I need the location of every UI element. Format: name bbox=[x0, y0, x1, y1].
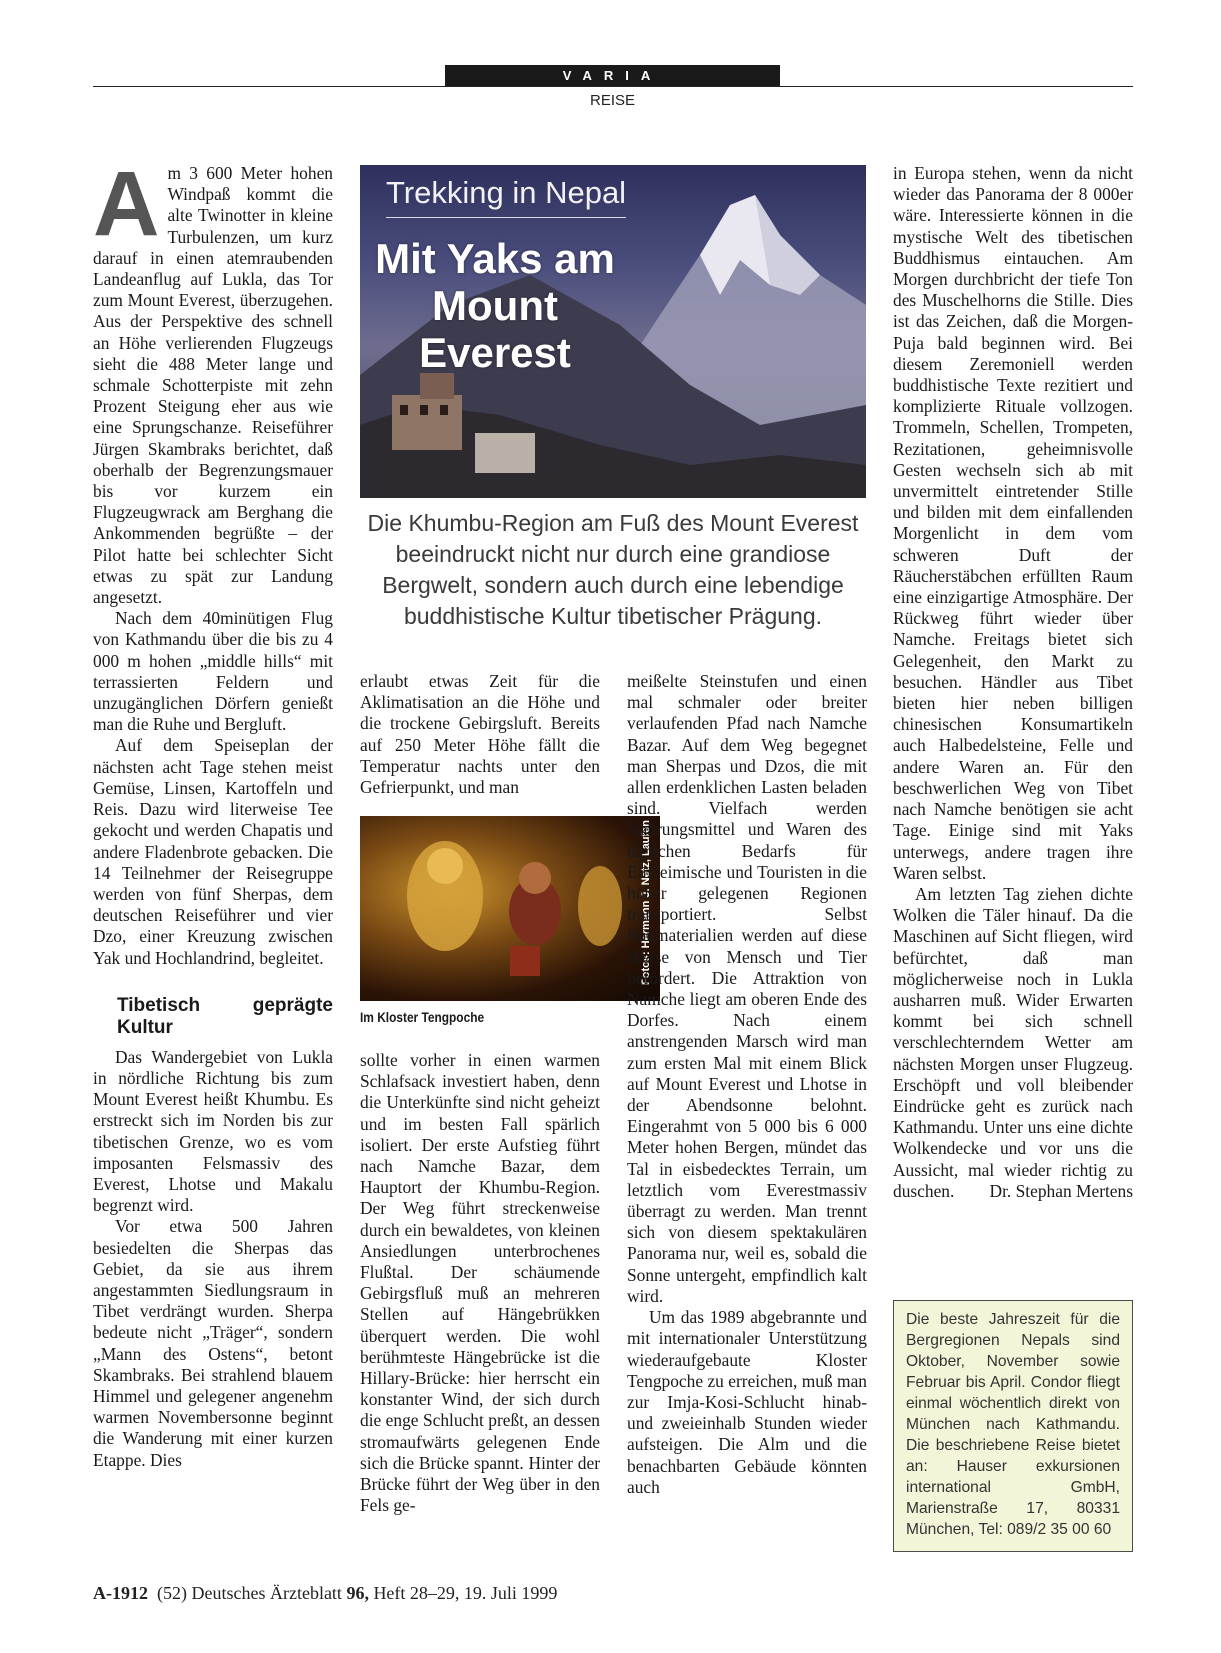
drop-cap: A bbox=[93, 153, 160, 255]
article-paragraph bbox=[893, 884, 1133, 1202]
travel-info-box: Die beste Jahreszeit für die Bergregionen Nepals sind Oktober, November sowie Februar bis April. Condor fliegt einmal wöchentlich direkt von München nach Kathmandu. Die beschriebene Reise bietet an: Hauser exkursionen international GmbH, Marienstraße 17, 80331 München, Tel: 089/2 35 00 60 bbox=[893, 1300, 1133, 1552]
article-column-2-bottom bbox=[360, 1050, 600, 1516]
publication-info: (52) Deutsches Ärzteblatt bbox=[157, 1583, 342, 1603]
author-byline: Dr. Stephan Mertens bbox=[989, 1180, 1133, 1201]
buddha-statue-illustration bbox=[360, 816, 660, 1001]
article-paragraph: meißelte Steinstufen und einen mal schmaler oder breiter verlaufenden Pfad nach Namche Bazar. Auf dem Weg begegnet man Sherpas und Dzos, die mit allen erdenklichen Lasten beladen sind. Vielfach werden Nahrungsmittel und Waren des täglichen Bedarfs für Einheimische und Touristen in die höher gelegenen Regionen transportiert. Selbst Baumaterialien werden auf diese Weise von Mensch und Tier befördert. Die Attraktion von Namche liegt am oberen Ende des Dorfes. Nach einem anstrengenden Marsch wird man zum ersten Mal mit einem Blick auf Mount Everest und Lhotse in der Abendsonne belohnt. Eingerahmt von 5 000 bis 6 000 Meter hohen Bergen, mündet das Tal in eisbedecktes Terrain, um letztlich vom Everestmassiv überragt zu werden. Man trennt sich von diesem spektakulären Panorama nur, weil es, sobald die Sonne untergeht, empfindlich kalt wird. bbox=[627, 671, 867, 1306]
paragraph-text: m 3 600 Meter hohen Windpaß kommt die alte Twinotter in kleine Turbulenzen, um kurz darauf in einen atemraubenden Landeanflug auf Lukla, das Tor zum Mount Everest, überzugehen. Aus der Perspektive des schnell an Höhe verlierenden Flugzeugs sieht die 488 Meter lange und schmale Schotterpiste mit zehn Prozent Steigung eher aus wie eine Sprungschanze. Reiseführer Jürgen Skambraks berichtet, daß oberhalb der Begrenzungsmauer bis vor kurzem ein Flugzeugwrack am Berghang die Ankommenden begrüßte – der Pilot hatte bei schlechter Sicht etwas zu spät zur Landung angesetzt. bbox=[93, 163, 333, 608]
volume-number: 96, bbox=[346, 1583, 369, 1603]
article-column-1 bbox=[93, 153, 333, 1471]
hero-kicker: Trekking in Nepal bbox=[386, 175, 626, 218]
page-footer bbox=[93, 1583, 557, 1604]
header-rule bbox=[93, 86, 1133, 87]
article-paragraph bbox=[93, 153, 333, 608]
photo-credit: Fotos: Hermann J. Netz, Laufen bbox=[640, 819, 652, 985]
article-paragraph: Um das 1989 abgebrannte und mit internationaler Unterstützung wiederaufgebaute Kloster Tengpoche zu erreichen, muß man zur Imja-Kosi-Schlucht hinab- und zweieinhalb Stunden wieder aufsteigen. Die Alm und die benachbarten Gebäude könnten auch bbox=[627, 1307, 867, 1497]
article-paragraph: erlaubt etwas Zeit für die Aklimatisation an die Höhe und die trockene Gebirgsluft. Bereits auf 250 Meter Höhe fällt die Temperatur nachts unter den Gefrierpunkt, und man bbox=[360, 671, 600, 798]
article-paragraph: Nach dem 40minütigen Flug von Kathmandu über die bis zu 4 000 m hohen „middle hills“ mit terrassierten Feldern und unzugänglichen Dörfern genießt man die Ruhe und Bergluft. bbox=[93, 608, 333, 735]
article-paragraph: sollte vorher in einen warmen Schlafsack investiert haben, denn die Unterkünfte sind nicht geheizt und im besten Fall spärlich isoliert. Der erste Aufstieg führt nach Namche Bazar, dem Hauptort der Khumbu-Region. Der Weg führt streckenweise durch ein bewaldetes, von kleinen Ansiedlungen unterbrochenes Flußtal. Der schäumende Gebirgsfluß muß an mehreren Stellen auf Hängebrükken überquert werden. Die wohl berühmteste Hängebrücke ist die Hillary-Brücke: hier herrscht ein konstanter Wind, der sich durch die enge Schlucht preßt, an dessen stromaufwärts gelegenen Ende sich die Brücke spannt. Hinter der Brücke führt der Weg über in den Fels ge- bbox=[360, 1050, 600, 1516]
monastery-photo bbox=[360, 816, 660, 1001]
subheading: Tibetisch geprägte Kultur bbox=[117, 994, 333, 1038]
article-column-2-top bbox=[360, 671, 600, 798]
paragraph-text: Am letzten Tag ziehen dichte Wolken die Täler hinauf. Da die Maschinen auf Sicht fliegen, wird befürchtet, daß man möglicherweise noch in Lukla ausharren muß. Wider Erwarten kommt bei sich schnell verschlechterndem Wetter am nächsten Morgen unser Flugzeug. Erschöpft und voll bleibender Eindrücke geht es zurück nach Kathmandu. Unter uns eine dichte Wolkendecke und vor uns die Aussicht, mal wieder richtig zu duschen. bbox=[893, 883, 1133, 1201]
article-paragraph: Das Wandergebiet von Lukla in nördliche Richtung bis zum Mount Everest heißt Khumbu. Es erstreckt sich im Norden bis zur tibetischen Grenze, wo es vom imposanten Felsmassiv des Everest, Lhotse und Makalu begrenzt wird. bbox=[93, 1046, 333, 1216]
photo-caption: Im Kloster Tengpoche bbox=[360, 1009, 485, 1025]
article-title: Mit Yaks am Mount Everest bbox=[375, 235, 615, 376]
article-deck: Die Khumbu-Region am Fuß des Mount Everest beeindruckt nicht nur durch eine grandiose Bergwelt, sondern auch durch eine lebendige buddhistische Kultur tibetischer Prägung. bbox=[367, 510, 859, 629]
article-column-3 bbox=[627, 671, 867, 1498]
hero-image bbox=[360, 165, 866, 498]
page-number: A-1912 bbox=[93, 1583, 148, 1603]
section-label: VARIA bbox=[445, 65, 780, 86]
article-paragraph: in Europa stehen, wenn da nicht wieder das Panorama der 8 000er wäre. Interessierte können in die mystische Welt des tibetischen Buddhismus eintauchen. Am Morgen durchbricht der tiefe Ton des Muschelhorns die Stille. Dies ist das Zeichen, daß die Morgen-Puja bald beginnen wird. Bei diesem Zeremoniell werden buddhistische Texte rezitiert und komplizierte Rituale vollzogen. Trommeln, Schellen, Trompeten, Rezitationen, geheimnisvolle Gesten wechseln sich ab mit unvermittelt eintretender Stille und bilden mit dem einfallenden Morgenlicht in dem vom schweren Duft der Räucherstäbchen erfüllten Raum eine einzigartige Atmosphäre. Der Rückweg führt wieder über Namche. Freitags bietet sich Gelegenheit, den Markt zu besuchen. Händler aus Tibet bieten hier neben billigen chinesischen Konsumartikeln auch Halbedelsteine, Felle und andere Waren an. Für den beschwerlichen Weg von Tibet nach Namche benötigen sie acht Tage. Einige sind mit Yaks unterwegs, andere tragen ihre Waren selbst. bbox=[893, 163, 1133, 883]
article-paragraph: Vor etwa 500 Jahren besiedelten die Sherpas das Gebiet, da sie aus ihrem angestammten Siedlungsraum in Tibet verdrängt wurden. Sherpa bedeute nicht „Träger“, sondern „Mann des Ostens“, betont Skambraks. Bei strahlend blauem Himmel und gelegener angenehm warmen Novembersonne beginnt die Wanderung mit einer kurzen Etappe. Dies bbox=[93, 1216, 333, 1470]
article-paragraph: Auf dem Speiseplan der nächsten acht Tage stehen meist Gemüse, Linsen, Kartoffeln und Reis. Dazu wird literweise Tee gekocht und werden Chapatis und andere Fladenbrote gebacken. Die 14 Teilnehmer der Reisegruppe werden von fünf Sherpas, dem deutschen Reiseführer und vier Dzo, einer Kreuzung zwischen Yak und Hochlandrind, begleitet. bbox=[93, 735, 333, 968]
subsection-label: REISE bbox=[589, 92, 635, 109]
article-column-4 bbox=[893, 163, 1133, 1202]
issue-info: Heft 28–29, 19. Juli 1999 bbox=[373, 1583, 558, 1603]
